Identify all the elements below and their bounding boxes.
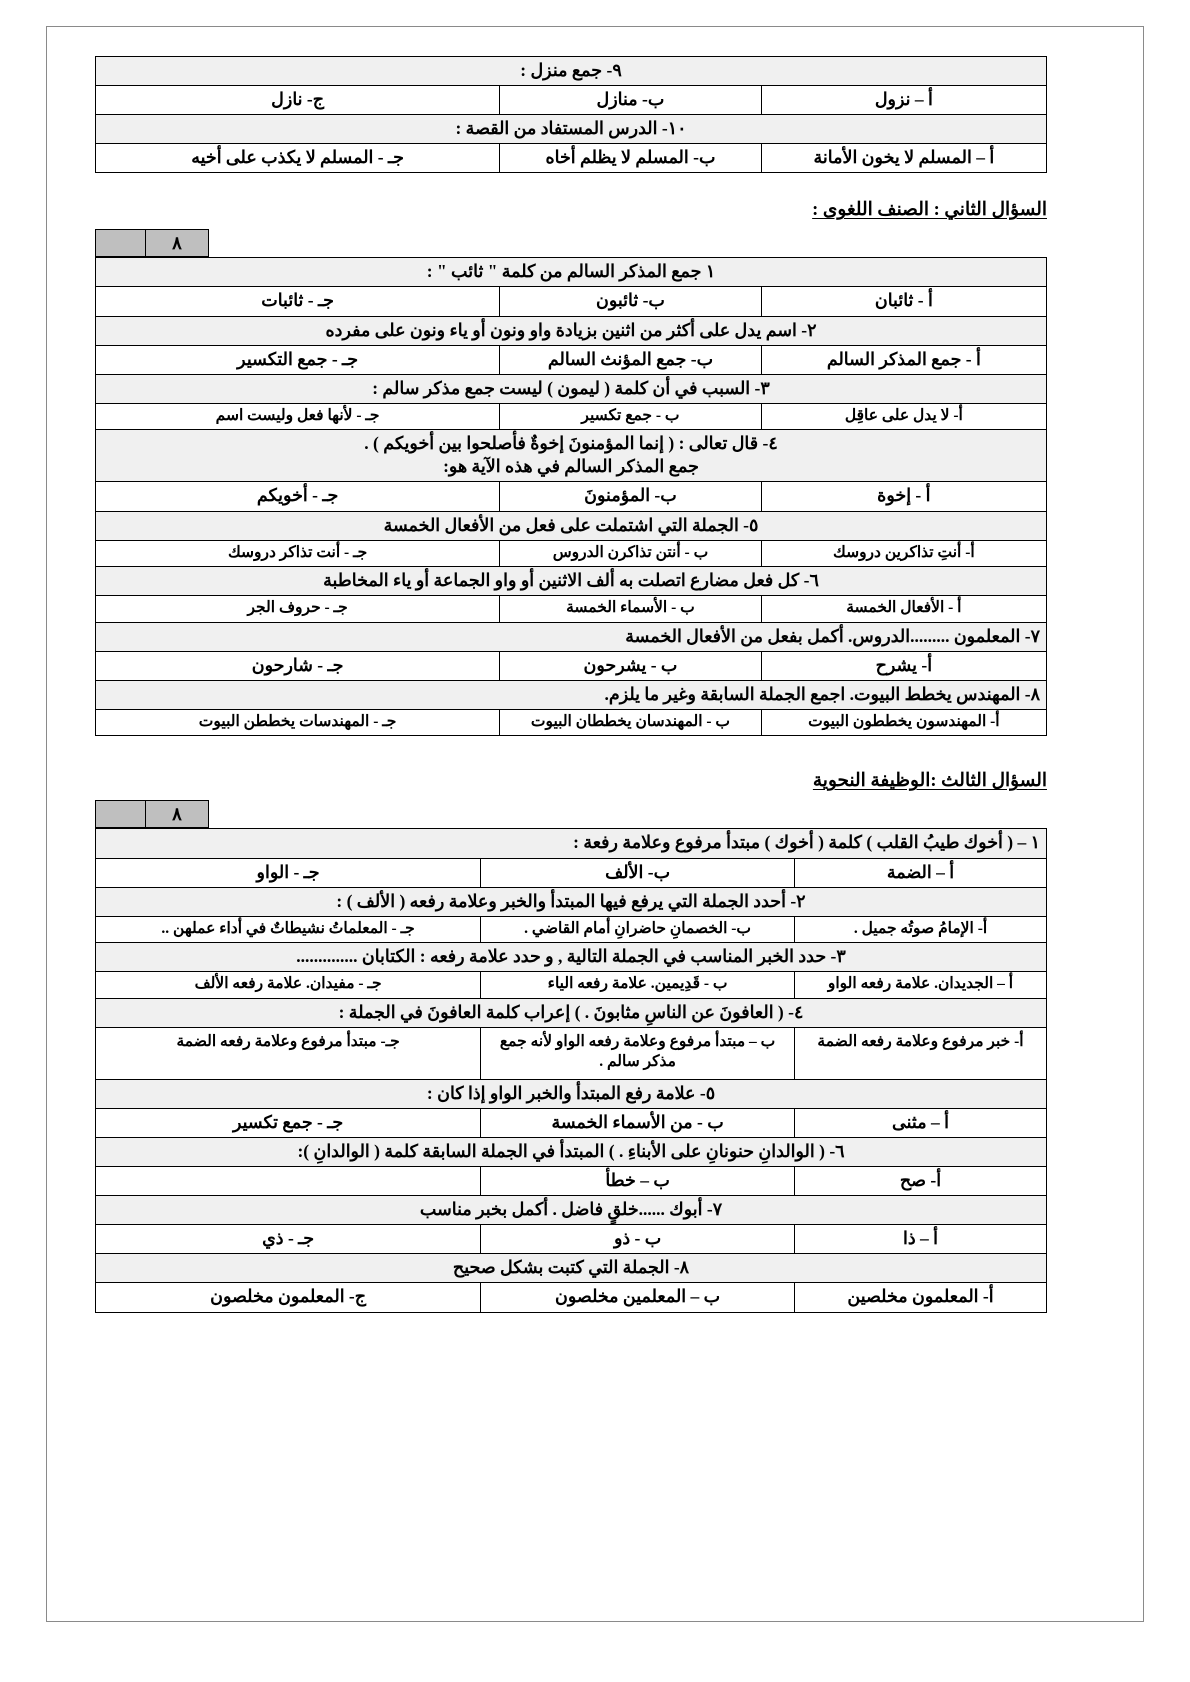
question-text: ٨- الجملة التي كتبت بشكل صحيح [96,1254,1047,1283]
option-c[interactable]: جـ - المعلماتُ نشيطاتٌ في أداء عملهن .. [96,916,481,942]
table-row [96,86,1047,115]
option-c[interactable]: ج- نازل [96,86,500,115]
table-row [96,115,1047,144]
option-a[interactable]: أ – الجديدان. علامة رفعه الواو [795,972,1047,998]
table-row [96,1079,1047,1108]
option-b[interactable]: ب- جمع المؤنث السالم [500,345,762,374]
table-row [96,858,1047,887]
question-text: ٥- علامة رفع المبتدأ والخبر الواو إذا كان : [96,1079,1047,1108]
option-c[interactable]: جـ - حروف الجر [96,596,500,622]
option-c[interactable]: جـ - ذي [96,1225,481,1254]
section3-heading: السؤال الثالث :الوظيفة النحوية [812,771,1047,792]
option-c[interactable]: جـ - مفيدان. علامة رفعه الألف [96,972,481,998]
option-a[interactable]: أ - ثائبان [761,287,1046,316]
section2-table [95,257,1047,736]
option-a[interactable]: أ – مثنى [795,1108,1047,1137]
option-a[interactable]: أ – نزول [761,86,1046,115]
table-row [96,345,1047,374]
table-row [96,1254,1047,1283]
table-row [96,829,1047,858]
question-text: ٣- السبب في أن كلمة ( ليمون ) ليست جمع مذكر سالم : [96,374,1047,403]
option-a[interactable]: أ – المسلم لا يخون الأمانة [761,144,1046,173]
section2-score-value: ٨ [145,229,209,257]
table-row [96,998,1047,1027]
option-c[interactable]: جـ - ثائبات [96,287,500,316]
option-b[interactable]: ب - قَدِيمين. علامة رفعه الياء [481,972,795,998]
option-b[interactable]: ب – خطأ [481,1167,795,1196]
option-b[interactable]: ب- الخصمانِ حاضرانِ أمام القاضي . [481,916,795,942]
question-text: ٢- اسم يدل على أكثر من اثنين بزيادة واو ونون أو ياء ونون على مفرده [96,316,1047,345]
question-text: ٧- المعلمون .........الدروس. أكمل بفعل من الأفعال الخمسة [96,622,1047,651]
option-c[interactable]: جـ - الواو [96,858,481,887]
question-text: ٨- المهندس يخطط البيوت. اجمع الجملة السابقة وغير ما يلزم. [96,680,1047,709]
question-line-2 [102,455,1040,478]
exam-page-content [95,56,1047,1313]
table-row [96,651,1047,680]
question-text: ٧- أبوك ......خلقٍ فاضل . أكمل بخبر مناسب [96,1196,1047,1225]
section2-score-blank [95,229,145,257]
table-row [96,622,1047,651]
option-a[interactable]: أ- المهندسون يخططون البيوت [761,709,1046,735]
table-row [96,57,1047,86]
question-text: ٩- جمع منزل : [96,57,1047,86]
option-a[interactable]: أ- خبر مرفوع وعلامة رفعه الضمة [795,1027,1047,1079]
option-b[interactable]: ب - الأسماء الخمسة [500,596,762,622]
option-a[interactable]: أ- صح [795,1167,1047,1196]
option-c[interactable]: ج- المعلمون مخلصون [96,1283,481,1312]
section3-score-value: ٨ [145,800,209,828]
section2-heading: السؤال الثاني : الصنف اللغوى : [812,200,1047,221]
table-row [96,709,1047,735]
section3-score-blank [95,800,145,828]
question-text: ٢- أحدد الجملة التي يرفع فيها المبتدأ والخبر وعلامة رفعه ( الألف ) : [96,887,1047,916]
option-a[interactable]: أ- لا يدل على عاقِل [761,403,1046,429]
table-row [96,596,1047,622]
option-b[interactable]: ب- منازل [500,86,762,115]
option-b[interactable]: ب- الألف [481,858,795,887]
question-text: ١ – ( أخوك طيبُ القلب ) كلمة ( أخوك ) مبتدأ مرفوع وعلامة رفعة : [96,829,1047,858]
option-b[interactable]: ب - جمع تكسير [500,403,762,429]
table-row [96,511,1047,540]
option-a[interactable]: أ- أنتِ تذاكرين دروسك [761,540,1046,566]
option-b[interactable]: ب – المعلمين مخلصون [481,1283,795,1312]
table-row [96,916,1047,942]
question-text [96,430,1047,482]
option-b[interactable]: ب- ثائبون [500,287,762,316]
section1-tail-table [95,56,1047,173]
option-a[interactable]: أ- يشرح [761,651,1046,680]
option-a[interactable]: أ - جمع المذكر السالم [761,345,1046,374]
option-b[interactable]: ب - من الأسماء الخمسة [481,1108,795,1137]
table-row [96,540,1047,566]
table-row [96,1137,1047,1166]
option-b[interactable]: ب – مبتدأ مرفوع وعلامة رفعه الواو لأنه جمع مذكر سالم . [481,1027,795,1079]
section3-score-box [95,800,1047,828]
question-text: ١ جمع المذكر السالم من كلمة " ثائب " : [96,258,1047,287]
table-row [96,1283,1047,1312]
option-c[interactable]: جـ - المسلم لا يكذب على أخيه [96,144,500,173]
option-b[interactable]: ب - أنتن تذاكرن الدروس [500,540,762,566]
section3-table [95,828,1047,1312]
table-row [96,1108,1047,1137]
option-b[interactable]: ب - يشرحون [500,651,762,680]
option-c[interactable]: جـ - جمع التكسير [96,345,500,374]
option-c[interactable]: جـ - لأنها فعل وليست اسم [96,403,500,429]
question-text: ٦- كل فعل مضارع اتصلت به ألف الاثنين أو واو الجماعة أو ياء المخاطبة [96,567,1047,596]
table-row [96,287,1047,316]
question-text: ١٠- الدرس المستفاد من القصة : [96,115,1047,144]
option-c[interactable]: جـ - أخويكم [96,482,500,511]
option-a[interactable]: أ – ذا [795,1225,1047,1254]
option-c[interactable] [96,1167,481,1196]
table-row [96,258,1047,287]
table-row [96,680,1047,709]
option-a[interactable]: أ - إخوة [761,482,1046,511]
option-c[interactable]: جـ- مبتدأ مرفوع وعلامة رفعه الضمة [96,1027,481,1079]
option-b[interactable]: ب - المهندسان يخططان البيوت [500,709,762,735]
option-a[interactable]: أ – الضمة [795,858,1047,887]
option-b[interactable]: ب - ذو [481,1225,795,1254]
table-row [96,403,1047,429]
table-row [96,943,1047,972]
option-c[interactable]: جـ - المهندسات يخططن البيوت [96,709,500,735]
table-row [96,972,1047,998]
table-row [96,430,1047,482]
table-row [96,316,1047,345]
table-row [96,1167,1047,1196]
option-c[interactable]: جـ - شارحون [96,651,500,680]
question-text: ٤- ( العافونَ عن الناسِ مثابونَ . ) إعراب كلمة العافونَ في الجملة : [96,998,1047,1027]
table-row [96,374,1047,403]
option-b[interactable]: ب- المسلم لا يظلم أخاه [500,144,762,173]
table-row [96,482,1047,511]
question-line-1: ٤- قال تعالى : ( إنما المؤمنونَ إخوةٌ فأصلحوا بين أخويكم ) . [364,433,778,454]
option-a[interactable]: أ - الأفعال الخمسة [761,596,1046,622]
section2-score-box [95,229,1047,257]
option-a[interactable]: أ- المعلمون مخلصين [795,1283,1047,1312]
table-row [96,567,1047,596]
option-b[interactable]: ب- المؤمنونَ [500,482,762,511]
table-row [96,1027,1047,1079]
question-text: ٥- الجملة التي اشتملت على فعل من الأفعال الخمسة [96,511,1047,540]
table-row [96,887,1047,916]
question-text: ٦- ( الوالدانِ حنونانِ على الأبناءِ . ) المبتدأ في الجملة السابقة كلمة ( الوالدانِ ): [96,1137,1047,1166]
table-row [96,1196,1047,1225]
option-c[interactable]: جـ - أنت تذاكر دروسك [96,540,500,566]
option-c[interactable]: جـ - جمع تكسير [96,1108,481,1137]
table-row [96,144,1047,173]
question-text: ٣- حدد الخبر المناسب في الجملة التالية , و حدد علامة رفعه : الكتابان .............. [96,943,1047,972]
option-a[interactable]: أ- الإمامُ صوتُه جميل . [795,916,1047,942]
table-row [96,1225,1047,1254]
question-line-2-text: جمع المذكر السالم في هذه الآية هو: [443,456,699,477]
